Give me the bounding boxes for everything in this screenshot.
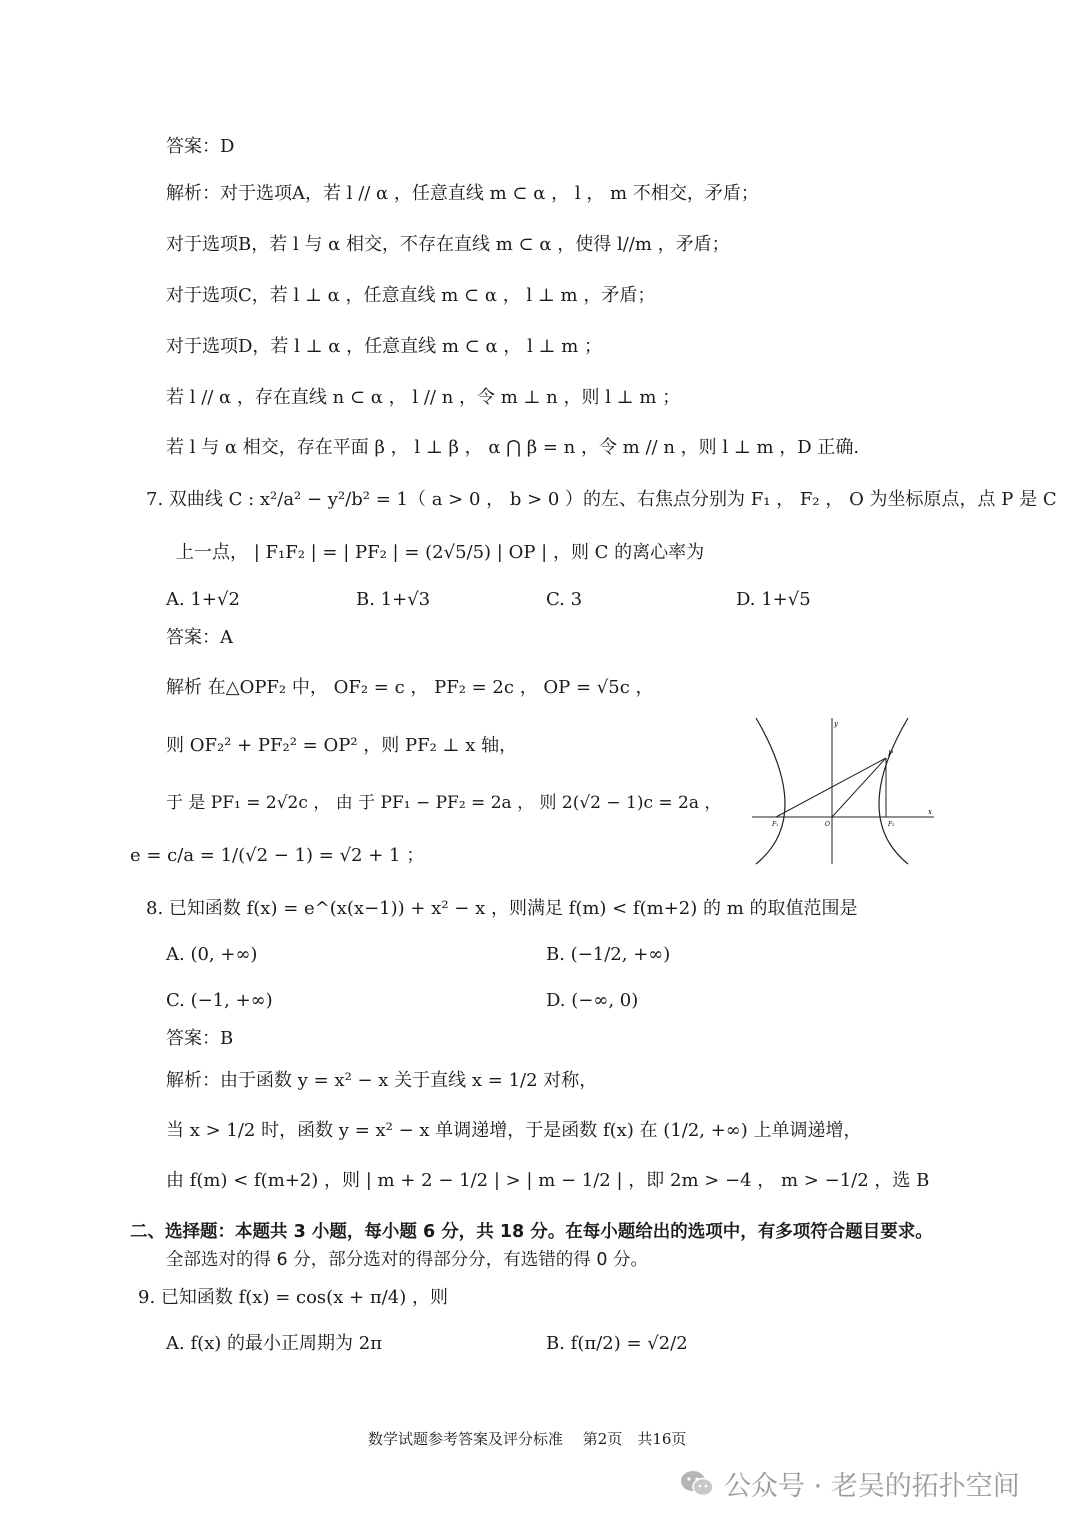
analysis-7-line-3: 于 是 PF₁ = 2√2c ， 由 于 PF₁ − PF₂ = 2a ， 则 2(√2 − 1)c = 2a ，: [166, 793, 722, 813]
question-7-option-b: B. 1+√3: [356, 589, 431, 610]
answer-6: 答案：D: [166, 136, 235, 157]
question-9-line-1: 9. 已知函数 f(x) = cos(x + π/4) ，则: [138, 1287, 448, 1308]
axis-label-x: x: [928, 808, 932, 816]
question-7-option-a: A. 1+√2: [166, 589, 240, 610]
question-8-line-1: 8. 已知函数 f(x) = e^(x(x−1)) + x² − x ，则满足 f(m) < f(m+2) 的 m 的取值范围是: [146, 898, 858, 919]
page-footer: 数学试题参考答案及评分标准 第2页 共16页: [368, 1430, 687, 1448]
analysis-6-line-1: 解析：对于选项A，若 l // α ，任意直线 m ⊂ α ， l ， m 不相交，矛盾；: [166, 183, 759, 204]
question-9-option-b: B. f(π/2) = √2/2: [546, 1333, 688, 1354]
analysis-7-line-1: 解析 在△OPF₂ 中， OF₂ = c ， PF₂ = 2c ， OP = √5c ，: [166, 677, 654, 698]
answer-7: 答案：A: [166, 627, 233, 648]
analysis-6-line-3: 对于选项C，若 l ⊥ α ，任意直线 m ⊂ α ， l ⊥ m ，矛盾；: [166, 285, 656, 306]
section-2-title-line-1: 二、选择题：本题共 3 小题，每小题 6 分，共 18 分。在每小题给出的选项中，有多项符合题目要求。: [130, 1222, 933, 1242]
question-8-option-d: D. (−∞, 0): [546, 990, 639, 1011]
analysis-7-line-4: e = c/a = 1/(√2 − 1) = √2 + 1 ；: [130, 845, 425, 866]
analysis-8-line-2: 当 x > 1/2 时，函数 y = x² − x 单调递增，于是函数 f(x) 在 (1/2, +∞) 上单调递增，: [166, 1120, 862, 1141]
question-7-line-2: 上一点， | F₁F₂ | = | PF₂ | = (2√5/5) | OP | ，则 C 的离心率为: [176, 542, 705, 563]
point-label-p: P: [888, 750, 893, 758]
question-8-option-a: A. (0, +∞): [166, 944, 258, 965]
question-7-option-d: D. 1+√5: [736, 589, 811, 610]
analysis-7-line-2: 则 OF₂² + PF₂² = OP² ，则 PF₂ ⊥ x 轴，: [166, 735, 518, 756]
watermark: [680, 1464, 1020, 1503]
analysis-8-line-1: 解析：由于函数 y = x² − x 关于直线 x = 1/2 对称，: [166, 1070, 598, 1091]
hyperbola-figure: [748, 716, 936, 866]
analysis-6-line-5: 若 l // α ，存在直线 n ⊂ α ， l // n ，令 m ⊥ n ，则 l ⊥ m ；: [166, 387, 681, 408]
point-label-f1: F₁: [772, 821, 779, 828]
analysis-6-line-4: 对于选项D，若 l ⊥ α ，任意直线 m ⊂ α ， l ⊥ m ；: [166, 336, 602, 357]
analysis-6-line-2: 对于选项B，若 l 与 α 相交，不存在直线 m ⊂ α ，使得 l//m ，矛盾；: [166, 234, 730, 255]
question-7-option-c: C. 3: [546, 589, 583, 610]
analysis-8-line-3: 由 f(m) < f(m+2) ，则 | m + 2 − 1/2 | > | m − 1/2 | ，即 2m > −4 ， m > −1/2 ，选 B: [166, 1170, 930, 1191]
question-9-option-a: A. f(x) 的最小正周期为 2π: [166, 1333, 383, 1354]
point-label-o: O: [825, 821, 830, 828]
analysis-6-line-6: 若 l 与 α 相交，存在平面 β ， l ⊥ β ， α ⋂ β = n ，令 m // n ，则 l ⊥ m ，D 正确.: [166, 437, 860, 458]
question-7-line-1: 7. 双曲线 C : x²/a² − y²/b² = 1（ a > 0 ， b > 0 ）的左、右焦点分别为 F₁ ， F₂ ， O 为坐标原点，点 P 是 C: [146, 489, 1057, 510]
question-8-option-c: C. (−1, +∞): [166, 990, 273, 1011]
point-label-f2: F₂: [888, 821, 895, 828]
wechat-icon: [680, 1470, 714, 1498]
section-2-title-line-2: 全部选对的得 6 分，部分选对的得部分分，有选错的得 0 分。: [166, 1250, 649, 1270]
answer-8: 答案：B: [166, 1028, 234, 1049]
question-8-option-b: B. (−1/2, +∞): [546, 944, 671, 965]
watermark-text: 公众号 · 老吴的拓扑空间: [724, 1471, 1020, 1502]
axis-label-y: y: [834, 720, 838, 728]
